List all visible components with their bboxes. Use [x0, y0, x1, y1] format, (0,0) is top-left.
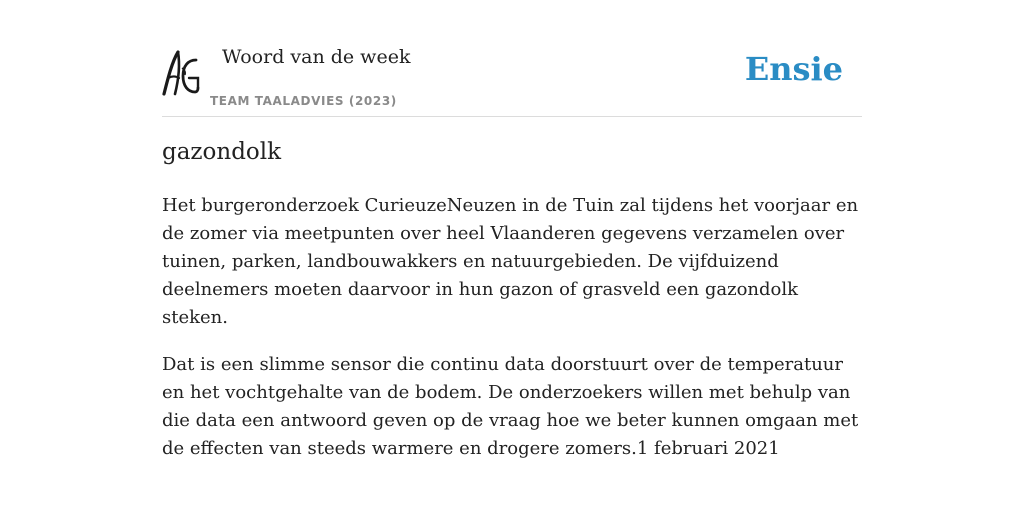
- entry-definition: [162, 192, 862, 482]
- header: [162, 44, 862, 117]
- definition-paragraph-1: Het burgeronderzoek CurieuzeNeuzen in de Tuin zal tijdens het voorjaar en de zomer via meetpunten over heel Vlaanderen gegevens verzamelen over tuinen, parken, landbouwakkers en natuurgebieden. De vijfduizend deelnemers moeten daarvoor in hun gazon of grasveld een gazondolk steken.: [162, 195, 859, 328]
- definition-paragraph-2-text: Dat is een slimme sensor die continu data doorstuurt over de temperatuur en het vochtgehalte van de bodem. De onderzoekers willen met behulp van die data een antwoord geven op de vraag hoe we beter kunnen omgaan met de effecten van steeds warmere en drogere zomers.: [162, 354, 859, 459]
- brand-logo-link[interactable]: Ensie: [744, 50, 843, 88]
- entry-word: gazondolk: [162, 139, 282, 165]
- author-label: TEAM TAALADVIES (2023): [210, 94, 397, 108]
- series-title: Woord van de week: [222, 46, 411, 68]
- definition-paragraph-2: [162, 351, 862, 463]
- lion-logo-icon: [162, 48, 200, 96]
- entry-date: 1 februari 2021: [636, 438, 780, 459]
